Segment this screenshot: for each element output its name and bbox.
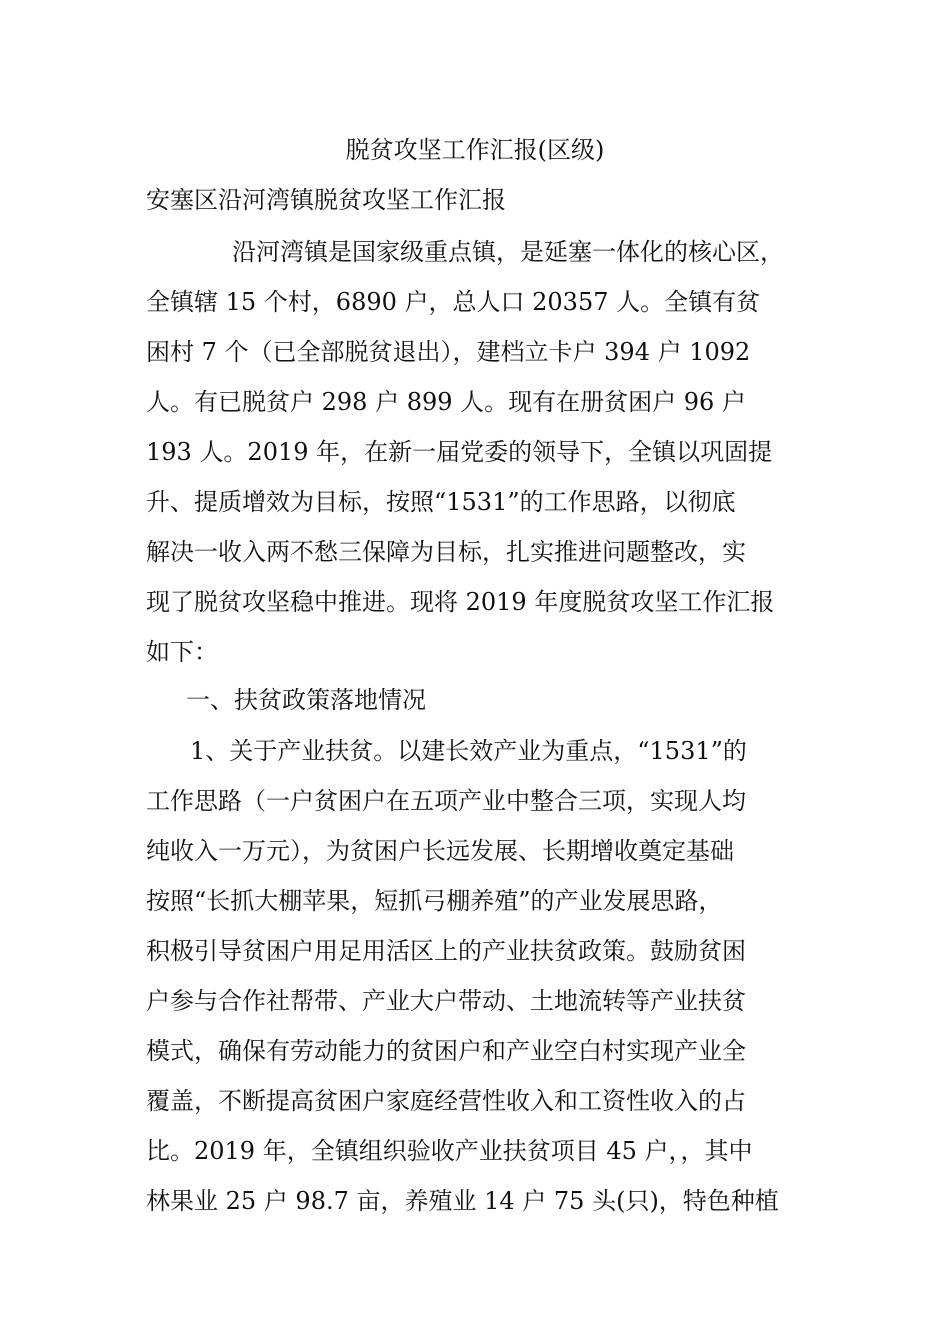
body-line: 1、关于产业扶贫。以建长效产业为重点，“1531”的	[190, 737, 747, 765]
body-line: 解决一收入两不愁三保障为目标，扎实推进问题整改，实	[146, 538, 746, 566]
body-line: 沿河湾镇是国家级重点镇，是延塞一体化的核心区，	[232, 238, 784, 266]
body-line: 积极引导贫困户用足用活区上的产业扶贫政策。鼓励贫困	[146, 937, 746, 965]
section-heading: 一、扶贫政策落地情况	[186, 686, 426, 714]
body-line: 困村 7 个（已全部脱贫退出），建档立卡户 394 户 1092	[146, 338, 751, 366]
body-line: 比。2019 年，全镇组织验收产业扶贫项目 45 户，，其中	[146, 1137, 753, 1165]
body-line: 覆盖，不断提高贫困户家庭经营性收入和工资性收入的占	[146, 1087, 746, 1115]
body-line: 按照“长抓大棚苹果，短抓弓棚养殖”的产业发展思路，	[146, 887, 723, 915]
body-line: 升、提质增效为目标，按照“1531”的工作思路，以彻底	[146, 488, 736, 516]
body-line: 工作思路（一户贫困户在五项产业中整合三项，实现人均	[146, 787, 746, 815]
document-title: 脱贫攻坚工作汇报(区级)	[345, 136, 605, 164]
document-subtitle: 安塞区沿河湾镇脱贫攻坚工作汇报	[146, 186, 506, 214]
body-line: 全镇辖 15 个村，6890 户，总人口 20357 人。全镇有贫	[146, 288, 761, 316]
body-line: 纯收入一万元），为贫困户长远发展、长期增收奠定基础	[146, 837, 734, 865]
body-line: 如下：	[146, 638, 218, 666]
body-line: 193 人。2019 年，在新一届党委的领导下，全镇以巩固提	[146, 438, 773, 466]
body-line: 户参与合作社帮带、产业大户带动、土地流转等产业扶贫	[146, 987, 746, 1015]
body-line: 现了脱贫攻坚稳中推进。现将 2019 年度脱贫攻坚工作汇报	[146, 588, 775, 616]
body-line: 林果业 25 户 98.7 亩，养殖业 14 户 75 头(只)，特色种植	[146, 1187, 779, 1215]
body-line: 模式，确保有劳动能力的贫困户和产业空白村实现产业全	[146, 1037, 746, 1065]
body-line: 人。有已脱贫户 298 户 899 人。现有在册贫困户 96 户	[146, 388, 746, 416]
